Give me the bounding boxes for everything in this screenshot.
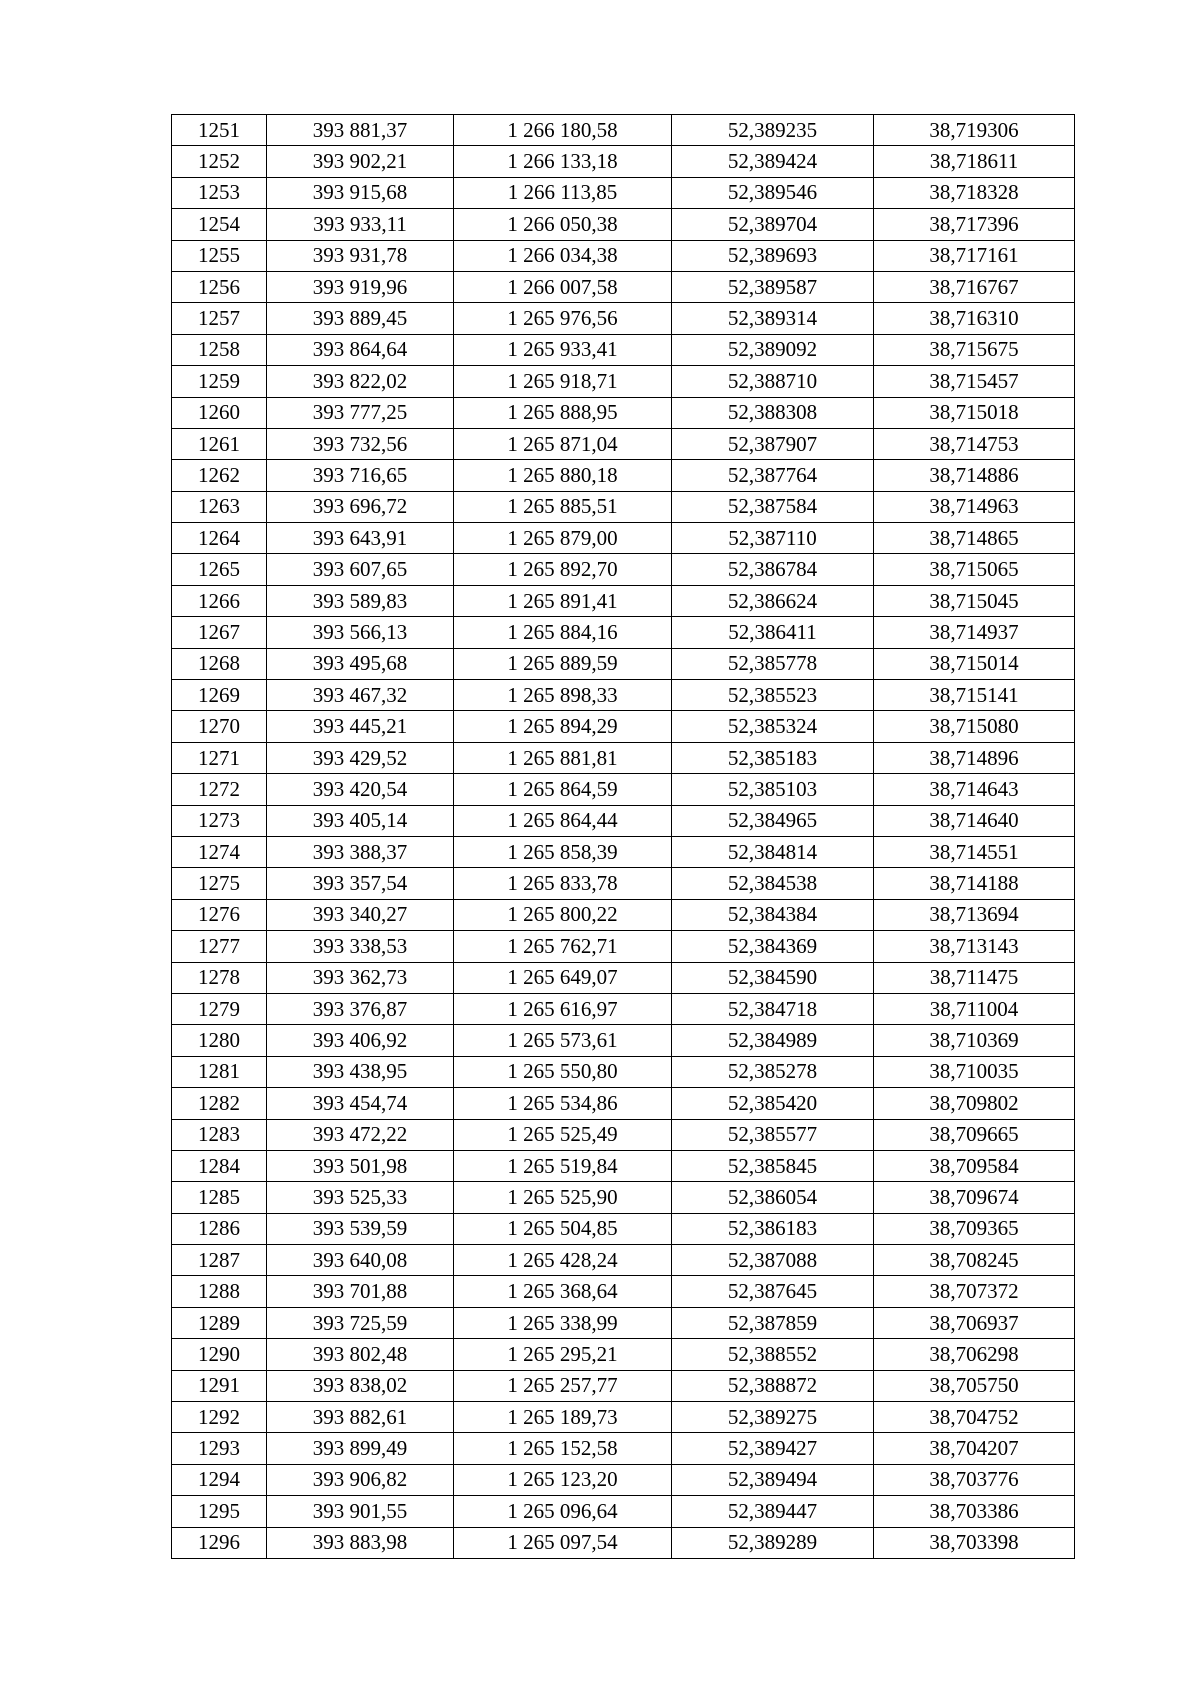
x-coordinate-cell: 393 822,02 bbox=[267, 366, 454, 397]
y-coordinate-cell: 1 265 338,99 bbox=[454, 1307, 672, 1338]
table-row bbox=[172, 1433, 1075, 1464]
point-number-cell: 1262 bbox=[172, 460, 267, 491]
y-coordinate-cell: 1 265 879,00 bbox=[454, 523, 672, 554]
latitude-cell: 52,385420 bbox=[672, 1088, 874, 1119]
latitude-cell: 52,389704 bbox=[672, 209, 874, 240]
longitude-cell: 38,708245 bbox=[874, 1245, 1075, 1276]
longitude-cell: 38,718328 bbox=[874, 177, 1075, 208]
longitude-cell: 38,714640 bbox=[874, 805, 1075, 836]
table-row bbox=[172, 836, 1075, 867]
x-coordinate-cell: 393 495,68 bbox=[267, 648, 454, 679]
table-row bbox=[172, 962, 1075, 993]
latitude-cell: 52,387764 bbox=[672, 460, 874, 491]
longitude-cell: 38,714643 bbox=[874, 774, 1075, 805]
latitude-cell: 52,389693 bbox=[672, 240, 874, 271]
latitude-cell: 52,387645 bbox=[672, 1276, 874, 1307]
latitude-cell: 52,387110 bbox=[672, 523, 874, 554]
point-number-cell: 1251 bbox=[172, 115, 267, 146]
y-coordinate-cell: 1 265 189,73 bbox=[454, 1402, 672, 1433]
x-coordinate-cell: 393 864,64 bbox=[267, 334, 454, 365]
point-number-cell: 1287 bbox=[172, 1245, 267, 1276]
x-coordinate-cell: 393 838,02 bbox=[267, 1370, 454, 1401]
point-number-cell: 1291 bbox=[172, 1370, 267, 1401]
longitude-cell: 38,715675 bbox=[874, 334, 1075, 365]
point-number-cell: 1268 bbox=[172, 648, 267, 679]
latitude-cell: 52,387088 bbox=[672, 1245, 874, 1276]
latitude-cell: 52,384369 bbox=[672, 931, 874, 962]
x-coordinate-cell: 393 525,33 bbox=[267, 1182, 454, 1213]
y-coordinate-cell: 1 266 034,38 bbox=[454, 240, 672, 271]
longitude-cell: 38,707372 bbox=[874, 1276, 1075, 1307]
x-coordinate-cell: 393 802,48 bbox=[267, 1339, 454, 1370]
longitude-cell: 38,706937 bbox=[874, 1307, 1075, 1338]
y-coordinate-cell: 1 265 428,24 bbox=[454, 1245, 672, 1276]
y-coordinate-cell: 1 265 649,07 bbox=[454, 962, 672, 993]
x-coordinate-cell: 393 881,37 bbox=[267, 115, 454, 146]
latitude-cell: 52,389289 bbox=[672, 1527, 874, 1558]
point-number-cell: 1269 bbox=[172, 680, 267, 711]
point-number-cell: 1285 bbox=[172, 1182, 267, 1213]
table-row bbox=[172, 1056, 1075, 1087]
table-row bbox=[172, 271, 1075, 302]
x-coordinate-cell: 393 902,21 bbox=[267, 146, 454, 177]
x-coordinate-cell: 393 467,32 bbox=[267, 680, 454, 711]
table-row bbox=[172, 1496, 1075, 1527]
point-number-cell: 1290 bbox=[172, 1339, 267, 1370]
latitude-cell: 52,385278 bbox=[672, 1056, 874, 1087]
point-number-cell: 1266 bbox=[172, 585, 267, 616]
point-number-cell: 1279 bbox=[172, 993, 267, 1024]
longitude-cell: 38,704207 bbox=[874, 1433, 1075, 1464]
table-row bbox=[172, 931, 1075, 962]
y-coordinate-cell: 1 265 894,29 bbox=[454, 711, 672, 742]
table-row bbox=[172, 617, 1075, 648]
y-coordinate-cell: 1 265 097,54 bbox=[454, 1527, 672, 1558]
point-number-cell: 1252 bbox=[172, 146, 267, 177]
x-coordinate-cell: 393 454,74 bbox=[267, 1088, 454, 1119]
latitude-cell: 52,389314 bbox=[672, 303, 874, 334]
table-row bbox=[172, 428, 1075, 459]
latitude-cell: 52,389092 bbox=[672, 334, 874, 365]
longitude-cell: 38,709802 bbox=[874, 1088, 1075, 1119]
latitude-cell: 52,384538 bbox=[672, 868, 874, 899]
table-row bbox=[172, 523, 1075, 554]
x-coordinate-cell: 393 607,65 bbox=[267, 554, 454, 585]
point-number-cell: 1278 bbox=[172, 962, 267, 993]
y-coordinate-cell: 1 265 885,51 bbox=[454, 491, 672, 522]
longitude-cell: 38,719306 bbox=[874, 115, 1075, 146]
latitude-cell: 52,384965 bbox=[672, 805, 874, 836]
point-number-cell: 1271 bbox=[172, 742, 267, 773]
y-coordinate-cell: 1 265 858,39 bbox=[454, 836, 672, 867]
longitude-cell: 38,714963 bbox=[874, 491, 1075, 522]
y-coordinate-cell: 1 265 892,70 bbox=[454, 554, 672, 585]
latitude-cell: 52,388308 bbox=[672, 397, 874, 428]
longitude-cell: 38,715045 bbox=[874, 585, 1075, 616]
point-number-cell: 1259 bbox=[172, 366, 267, 397]
y-coordinate-cell: 1 266 133,18 bbox=[454, 146, 672, 177]
latitude-cell: 52,385523 bbox=[672, 680, 874, 711]
y-coordinate-cell: 1 265 550,80 bbox=[454, 1056, 672, 1087]
x-coordinate-cell: 393 338,53 bbox=[267, 931, 454, 962]
longitude-cell: 38,709674 bbox=[874, 1182, 1075, 1213]
longitude-cell: 38,714896 bbox=[874, 742, 1075, 773]
point-number-cell: 1254 bbox=[172, 209, 267, 240]
latitude-cell: 52,389587 bbox=[672, 271, 874, 302]
table-row bbox=[172, 397, 1075, 428]
y-coordinate-cell: 1 265 884,16 bbox=[454, 617, 672, 648]
table-row bbox=[172, 1245, 1075, 1276]
point-number-cell: 1274 bbox=[172, 836, 267, 867]
latitude-cell: 52,384989 bbox=[672, 1025, 874, 1056]
y-coordinate-cell: 1 266 180,58 bbox=[454, 115, 672, 146]
longitude-cell: 38,716767 bbox=[874, 271, 1075, 302]
point-number-cell: 1286 bbox=[172, 1213, 267, 1244]
table-row bbox=[172, 993, 1075, 1024]
table-row bbox=[172, 899, 1075, 930]
latitude-cell: 52,389275 bbox=[672, 1402, 874, 1433]
point-number-cell: 1265 bbox=[172, 554, 267, 585]
point-number-cell: 1282 bbox=[172, 1088, 267, 1119]
point-number-cell: 1261 bbox=[172, 428, 267, 459]
x-coordinate-cell: 393 376,87 bbox=[267, 993, 454, 1024]
x-coordinate-cell: 393 889,45 bbox=[267, 303, 454, 334]
x-coordinate-cell: 393 643,91 bbox=[267, 523, 454, 554]
point-number-cell: 1272 bbox=[172, 774, 267, 805]
latitude-cell: 52,386624 bbox=[672, 585, 874, 616]
table-row bbox=[172, 774, 1075, 805]
y-coordinate-cell: 1 265 891,41 bbox=[454, 585, 672, 616]
longitude-cell: 38,715065 bbox=[874, 554, 1075, 585]
x-coordinate-cell: 393 906,82 bbox=[267, 1464, 454, 1495]
table-row bbox=[172, 1339, 1075, 1370]
x-coordinate-cell: 393 640,08 bbox=[267, 1245, 454, 1276]
table-row bbox=[172, 711, 1075, 742]
table-row bbox=[172, 460, 1075, 491]
x-coordinate-cell: 393 445,21 bbox=[267, 711, 454, 742]
table-row bbox=[172, 648, 1075, 679]
point-number-cell: 1276 bbox=[172, 899, 267, 930]
longitude-cell: 38,703776 bbox=[874, 1464, 1075, 1495]
longitude-cell: 38,706298 bbox=[874, 1339, 1075, 1370]
y-coordinate-cell: 1 265 762,71 bbox=[454, 931, 672, 962]
table-row bbox=[172, 585, 1075, 616]
y-coordinate-cell: 1 265 573,61 bbox=[454, 1025, 672, 1056]
x-coordinate-cell: 393 901,55 bbox=[267, 1496, 454, 1527]
latitude-cell: 52,386784 bbox=[672, 554, 874, 585]
table-row bbox=[172, 1025, 1075, 1056]
x-coordinate-cell: 393 701,88 bbox=[267, 1276, 454, 1307]
y-coordinate-cell: 1 265 864,59 bbox=[454, 774, 672, 805]
latitude-cell: 52,386054 bbox=[672, 1182, 874, 1213]
x-coordinate-cell: 393 420,54 bbox=[267, 774, 454, 805]
longitude-cell: 38,714886 bbox=[874, 460, 1075, 491]
y-coordinate-cell: 1 265 881,81 bbox=[454, 742, 672, 773]
longitude-cell: 38,705750 bbox=[874, 1370, 1075, 1401]
y-coordinate-cell: 1 265 864,44 bbox=[454, 805, 672, 836]
latitude-cell: 52,388552 bbox=[672, 1339, 874, 1370]
x-coordinate-cell: 393 716,65 bbox=[267, 460, 454, 491]
table-row bbox=[172, 115, 1075, 146]
table-row bbox=[172, 146, 1075, 177]
table-row bbox=[172, 334, 1075, 365]
longitude-cell: 38,714937 bbox=[874, 617, 1075, 648]
point-number-cell: 1273 bbox=[172, 805, 267, 836]
longitude-cell: 38,709365 bbox=[874, 1213, 1075, 1244]
latitude-cell: 52,389447 bbox=[672, 1496, 874, 1527]
point-number-cell: 1256 bbox=[172, 271, 267, 302]
table-row bbox=[172, 491, 1075, 522]
point-number-cell: 1260 bbox=[172, 397, 267, 428]
longitude-cell: 38,711475 bbox=[874, 962, 1075, 993]
y-coordinate-cell: 1 265 889,59 bbox=[454, 648, 672, 679]
x-coordinate-cell: 393 340,27 bbox=[267, 899, 454, 930]
longitude-cell: 38,717161 bbox=[874, 240, 1075, 271]
table-row bbox=[172, 240, 1075, 271]
coordinates-table-body bbox=[172, 115, 1075, 1559]
longitude-cell: 38,713694 bbox=[874, 899, 1075, 930]
longitude-cell: 38,703386 bbox=[874, 1496, 1075, 1527]
point-number-cell: 1253 bbox=[172, 177, 267, 208]
latitude-cell: 52,387907 bbox=[672, 428, 874, 459]
y-coordinate-cell: 1 265 933,41 bbox=[454, 334, 672, 365]
latitude-cell: 52,385778 bbox=[672, 648, 874, 679]
latitude-cell: 52,389235 bbox=[672, 115, 874, 146]
longitude-cell: 38,710035 bbox=[874, 1056, 1075, 1087]
point-number-cell: 1292 bbox=[172, 1402, 267, 1433]
y-coordinate-cell: 1 265 833,78 bbox=[454, 868, 672, 899]
table-row bbox=[172, 1119, 1075, 1150]
table-row bbox=[172, 1370, 1075, 1401]
coordinates-table bbox=[171, 114, 1075, 1559]
longitude-cell: 38,711004 bbox=[874, 993, 1075, 1024]
x-coordinate-cell: 393 696,72 bbox=[267, 491, 454, 522]
y-coordinate-cell: 1 265 898,33 bbox=[454, 680, 672, 711]
table-row bbox=[172, 1527, 1075, 1558]
latitude-cell: 52,384718 bbox=[672, 993, 874, 1024]
table-row bbox=[172, 868, 1075, 899]
latitude-cell: 52,384814 bbox=[672, 836, 874, 867]
y-coordinate-cell: 1 265 871,04 bbox=[454, 428, 672, 459]
point-number-cell: 1289 bbox=[172, 1307, 267, 1338]
table-row bbox=[172, 1150, 1075, 1181]
latitude-cell: 52,385324 bbox=[672, 711, 874, 742]
y-coordinate-cell: 1 265 534,86 bbox=[454, 1088, 672, 1119]
point-number-cell: 1284 bbox=[172, 1150, 267, 1181]
y-coordinate-cell: 1 266 007,58 bbox=[454, 271, 672, 302]
longitude-cell: 38,716310 bbox=[874, 303, 1075, 334]
x-coordinate-cell: 393 882,61 bbox=[267, 1402, 454, 1433]
longitude-cell: 38,709665 bbox=[874, 1119, 1075, 1150]
latitude-cell: 52,385845 bbox=[672, 1150, 874, 1181]
table-row bbox=[172, 209, 1075, 240]
point-number-cell: 1281 bbox=[172, 1056, 267, 1087]
y-coordinate-cell: 1 265 504,85 bbox=[454, 1213, 672, 1244]
longitude-cell: 38,704752 bbox=[874, 1402, 1075, 1433]
longitude-cell: 38,713143 bbox=[874, 931, 1075, 962]
x-coordinate-cell: 393 539,59 bbox=[267, 1213, 454, 1244]
y-coordinate-cell: 1 265 800,22 bbox=[454, 899, 672, 930]
y-coordinate-cell: 1 266 050,38 bbox=[454, 209, 672, 240]
x-coordinate-cell: 393 915,68 bbox=[267, 177, 454, 208]
longitude-cell: 38,715014 bbox=[874, 648, 1075, 679]
point-number-cell: 1270 bbox=[172, 711, 267, 742]
x-coordinate-cell: 393 899,49 bbox=[267, 1433, 454, 1464]
table-row bbox=[172, 1182, 1075, 1213]
point-number-cell: 1258 bbox=[172, 334, 267, 365]
x-coordinate-cell: 393 589,83 bbox=[267, 585, 454, 616]
table-row bbox=[172, 805, 1075, 836]
x-coordinate-cell: 393 777,25 bbox=[267, 397, 454, 428]
latitude-cell: 52,389427 bbox=[672, 1433, 874, 1464]
latitude-cell: 52,389546 bbox=[672, 177, 874, 208]
y-coordinate-cell: 1 265 368,64 bbox=[454, 1276, 672, 1307]
latitude-cell: 52,389494 bbox=[672, 1464, 874, 1495]
latitude-cell: 52,384384 bbox=[672, 899, 874, 930]
point-number-cell: 1257 bbox=[172, 303, 267, 334]
y-coordinate-cell: 1 265 295,21 bbox=[454, 1339, 672, 1370]
y-coordinate-cell: 1 265 525,49 bbox=[454, 1119, 672, 1150]
x-coordinate-cell: 393 438,95 bbox=[267, 1056, 454, 1087]
table-row bbox=[172, 366, 1075, 397]
y-coordinate-cell: 1 266 113,85 bbox=[454, 177, 672, 208]
table-row bbox=[172, 1402, 1075, 1433]
y-coordinate-cell: 1 265 123,20 bbox=[454, 1464, 672, 1495]
latitude-cell: 52,385103 bbox=[672, 774, 874, 805]
x-coordinate-cell: 393 429,52 bbox=[267, 742, 454, 773]
longitude-cell: 38,714551 bbox=[874, 836, 1075, 867]
x-coordinate-cell: 393 472,22 bbox=[267, 1119, 454, 1150]
point-number-cell: 1283 bbox=[172, 1119, 267, 1150]
y-coordinate-cell: 1 265 096,64 bbox=[454, 1496, 672, 1527]
table-row bbox=[172, 1276, 1075, 1307]
y-coordinate-cell: 1 265 525,90 bbox=[454, 1182, 672, 1213]
table-row bbox=[172, 1464, 1075, 1495]
table-row bbox=[172, 1088, 1075, 1119]
point-number-cell: 1277 bbox=[172, 931, 267, 962]
latitude-cell: 52,384590 bbox=[672, 962, 874, 993]
point-number-cell: 1255 bbox=[172, 240, 267, 271]
x-coordinate-cell: 393 883,98 bbox=[267, 1527, 454, 1558]
longitude-cell: 38,714865 bbox=[874, 523, 1075, 554]
longitude-cell: 38,715141 bbox=[874, 680, 1075, 711]
x-coordinate-cell: 393 405,14 bbox=[267, 805, 454, 836]
latitude-cell: 52,386411 bbox=[672, 617, 874, 648]
latitude-cell: 52,389424 bbox=[672, 146, 874, 177]
longitude-cell: 38,715018 bbox=[874, 397, 1075, 428]
x-coordinate-cell: 393 725,59 bbox=[267, 1307, 454, 1338]
y-coordinate-cell: 1 265 152,58 bbox=[454, 1433, 672, 1464]
table-row bbox=[172, 742, 1075, 773]
longitude-cell: 38,715080 bbox=[874, 711, 1075, 742]
point-number-cell: 1275 bbox=[172, 868, 267, 899]
longitude-cell: 38,717396 bbox=[874, 209, 1075, 240]
longitude-cell: 38,714188 bbox=[874, 868, 1075, 899]
latitude-cell: 52,387859 bbox=[672, 1307, 874, 1338]
table-row bbox=[172, 680, 1075, 711]
latitude-cell: 52,385577 bbox=[672, 1119, 874, 1150]
x-coordinate-cell: 393 357,54 bbox=[267, 868, 454, 899]
y-coordinate-cell: 1 265 616,97 bbox=[454, 993, 672, 1024]
longitude-cell: 38,715457 bbox=[874, 366, 1075, 397]
y-coordinate-cell: 1 265 976,56 bbox=[454, 303, 672, 334]
point-number-cell: 1293 bbox=[172, 1433, 267, 1464]
table-row bbox=[172, 1307, 1075, 1338]
longitude-cell: 38,709584 bbox=[874, 1150, 1075, 1181]
latitude-cell: 52,388710 bbox=[672, 366, 874, 397]
x-coordinate-cell: 393 566,13 bbox=[267, 617, 454, 648]
x-coordinate-cell: 393 732,56 bbox=[267, 428, 454, 459]
longitude-cell: 38,718611 bbox=[874, 146, 1075, 177]
y-coordinate-cell: 1 265 888,95 bbox=[454, 397, 672, 428]
table-row bbox=[172, 303, 1075, 334]
point-number-cell: 1294 bbox=[172, 1464, 267, 1495]
x-coordinate-cell: 393 931,78 bbox=[267, 240, 454, 271]
x-coordinate-cell: 393 388,37 bbox=[267, 836, 454, 867]
longitude-cell: 38,710369 bbox=[874, 1025, 1075, 1056]
table-row bbox=[172, 177, 1075, 208]
point-number-cell: 1263 bbox=[172, 491, 267, 522]
x-coordinate-cell: 393 919,96 bbox=[267, 271, 454, 302]
y-coordinate-cell: 1 265 257,77 bbox=[454, 1370, 672, 1401]
point-number-cell: 1296 bbox=[172, 1527, 267, 1558]
x-coordinate-cell: 393 362,73 bbox=[267, 962, 454, 993]
point-number-cell: 1267 bbox=[172, 617, 267, 648]
y-coordinate-cell: 1 265 918,71 bbox=[454, 366, 672, 397]
y-coordinate-cell: 1 265 880,18 bbox=[454, 460, 672, 491]
latitude-cell: 52,387584 bbox=[672, 491, 874, 522]
x-coordinate-cell: 393 501,98 bbox=[267, 1150, 454, 1181]
latitude-cell: 52,388872 bbox=[672, 1370, 874, 1401]
table-row bbox=[172, 1213, 1075, 1244]
table-row bbox=[172, 554, 1075, 585]
x-coordinate-cell: 393 933,11 bbox=[267, 209, 454, 240]
x-coordinate-cell: 393 406,92 bbox=[267, 1025, 454, 1056]
point-number-cell: 1295 bbox=[172, 1496, 267, 1527]
latitude-cell: 52,385183 bbox=[672, 742, 874, 773]
point-number-cell: 1280 bbox=[172, 1025, 267, 1056]
point-number-cell: 1264 bbox=[172, 523, 267, 554]
longitude-cell: 38,703398 bbox=[874, 1527, 1075, 1558]
latitude-cell: 52,386183 bbox=[672, 1213, 874, 1244]
longitude-cell: 38,714753 bbox=[874, 428, 1075, 459]
y-coordinate-cell: 1 265 519,84 bbox=[454, 1150, 672, 1181]
point-number-cell: 1288 bbox=[172, 1276, 267, 1307]
